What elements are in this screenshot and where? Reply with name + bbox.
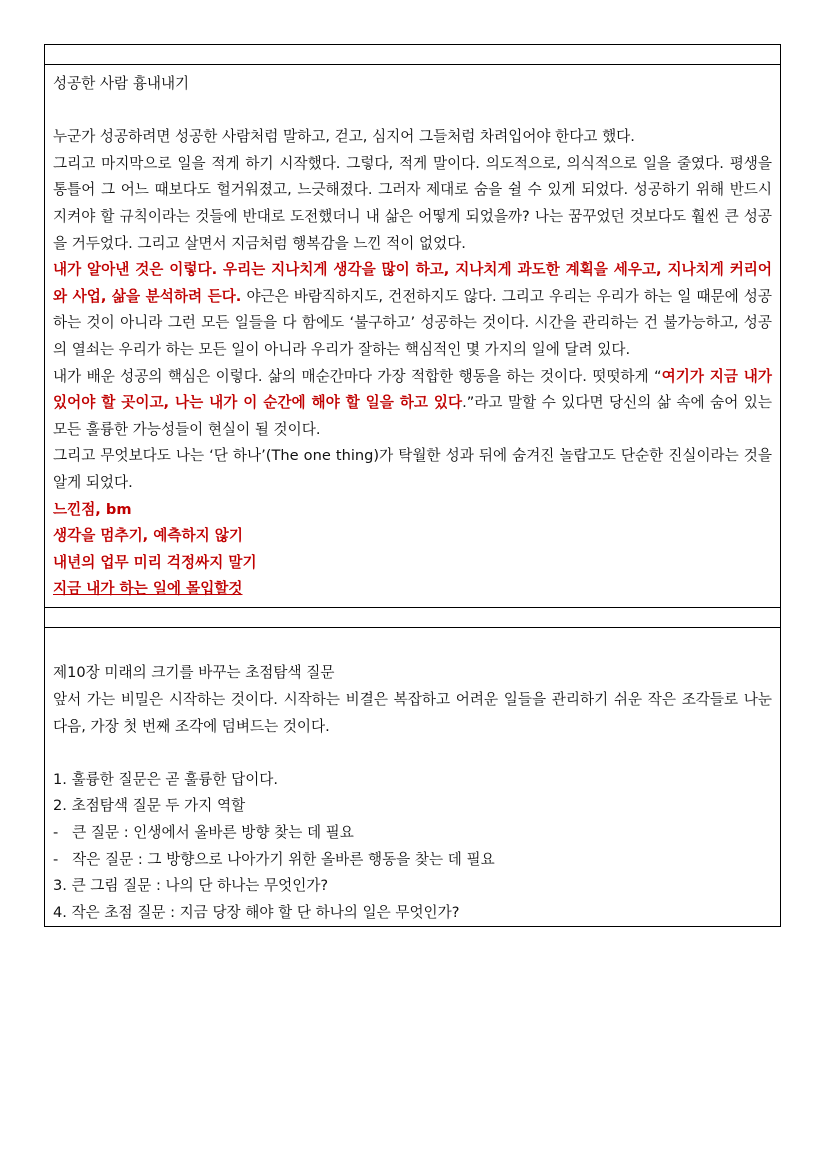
note-3: 내년의 업무 미리 걱정싸지 말기 — [53, 553, 257, 571]
paragraph-4-highlight: 여기가 지금 내가 있어야 할 곳이고, 나는 내가 이 순간에 해야 할 일을 하고 있다 — [53, 367, 772, 412]
list-item: - 작은 질문 : 그 방향으로 나아가기 위한 올바른 행동을 찾는 데 필요 — [53, 850, 495, 868]
table-spacer-row — [45, 45, 780, 65]
paragraph-2: 그리고 마지막으로 일을 적게 하기 시작했다. 그렇다, 적게 말이다. 의도적으로, 의식적으로 일을 줄였다. 평생을 통틀어 그 어느 때보다도 헐거워졌고, 느긋해졌다. 그러자 제대로 숨을 쉴 수 있게 되었다. 성공하기 위해 반드시 지켜야 할 규칙이라는 것들에 반대로 도전했더니 내 삶은 어떻게 되었을까? 나는 꿈꾸었던 것보다도 훨씬 큰 성공을 거두었다. 그리고 살면서 지금처럼 행복감을 느낀 적이 없었다. — [53, 154, 772, 252]
list-item: 2. 초점탐색 질문 두 가지 역할 — [53, 797, 246, 815]
paragraph-3 — [53, 257, 772, 363]
list-item: 3. 큰 그림 질문 : 나의 단 하나는 무엇인가? — [53, 877, 329, 895]
section-1-row — [45, 65, 780, 608]
paragraph-4-start: 내가 배운 성공의 핵심은 이렇다. 삶의 매순간마다 가장 적합한 행동을 하는 것이다. 떳떳하게 “ — [53, 367, 662, 385]
paragraph-4-end: .”라고 말할 수 있다면 당신의 삶 속에 숨어 있는 모든 훌륭한 가능성들이 현실이 될 것이다. — [53, 394, 772, 438]
note-1: 느낀점, bm — [53, 500, 132, 518]
section-2-title: 제10장 미래의 크기를 바꾸는 초점탐색 질문 — [53, 664, 335, 682]
list-item: - 큰 질문 : 인생에서 올바른 방향 찾는 데 필요 — [53, 824, 354, 842]
note-4: 지금 내가 하는 일에 몰입할것 — [53, 580, 243, 598]
paragraph-3-text: 야근은 바람직하지도, 건전하지도 않다. 그리고 우리는 우리가 하는 일 때문에 성공하는 것이 아니라 그런 모든 일들을 다 함에도 ‘불구하고’ 성공하는 것이다. 시간을 관리하는 건 불가능하고, 성공의 열쇠는 우리가 하는 모든 일이 아니라 우리가 잘하는 핵심적인 몇 가지의 일에 달려 있다. — [53, 287, 772, 358]
note-2: 생각을 멈추기, 예측하지 않기 — [53, 527, 243, 545]
paragraph-1: 누군가 성공하려면 성공한 사람처럼 말하고, 걷고, 심지어 그들처럼 차려입어야 한다고 했다. — [53, 128, 635, 146]
blank-line — [53, 740, 772, 767]
section-1-title: 성공한 사람 흉내내기 — [53, 75, 190, 92]
paragraph-5: 그리고 무엇보다도 나는 ‘단 하나’(The one thing)가 탁월한 성과 뒤에 숨겨진 놀랍고도 단순한 진실이라는 것을 알게 되었다. — [53, 447, 772, 491]
list-item: 4. 작은 초점 질문 : 지금 당장 해야 할 단 하나의 일은 무엇인가? — [53, 903, 460, 921]
blank-line — [53, 634, 772, 661]
section-2-intro: 앞서 가는 비밀은 시작하는 것이다. 시작하는 비결은 복잡하고 어려운 일들을 관리하기 쉬운 작은 조각들로 나눈 다음, 가장 첫 번째 조각에 덤벼드는 것이다. — [53, 691, 772, 735]
section-2-row — [45, 628, 780, 927]
document-table — [44, 44, 781, 927]
list-item: 1. 훌륭한 질문은 곧 훌륭한 답이다. — [53, 770, 279, 788]
section-1-cell — [45, 65, 780, 607]
paragraph-4 — [53, 364, 772, 444]
blank-line — [53, 98, 772, 125]
paragraph-3-highlight: 내가 알아낸 것은 이렇다. 우리는 지나치게 생각을 많이 하고, 지나치게 과도한 계획을 세우고, 지나치게 커리어와 사업, 삶을 분석하려 든다. — [53, 261, 772, 305]
table-spacer-row — [45, 608, 780, 628]
section-2-cell — [45, 628, 780, 927]
